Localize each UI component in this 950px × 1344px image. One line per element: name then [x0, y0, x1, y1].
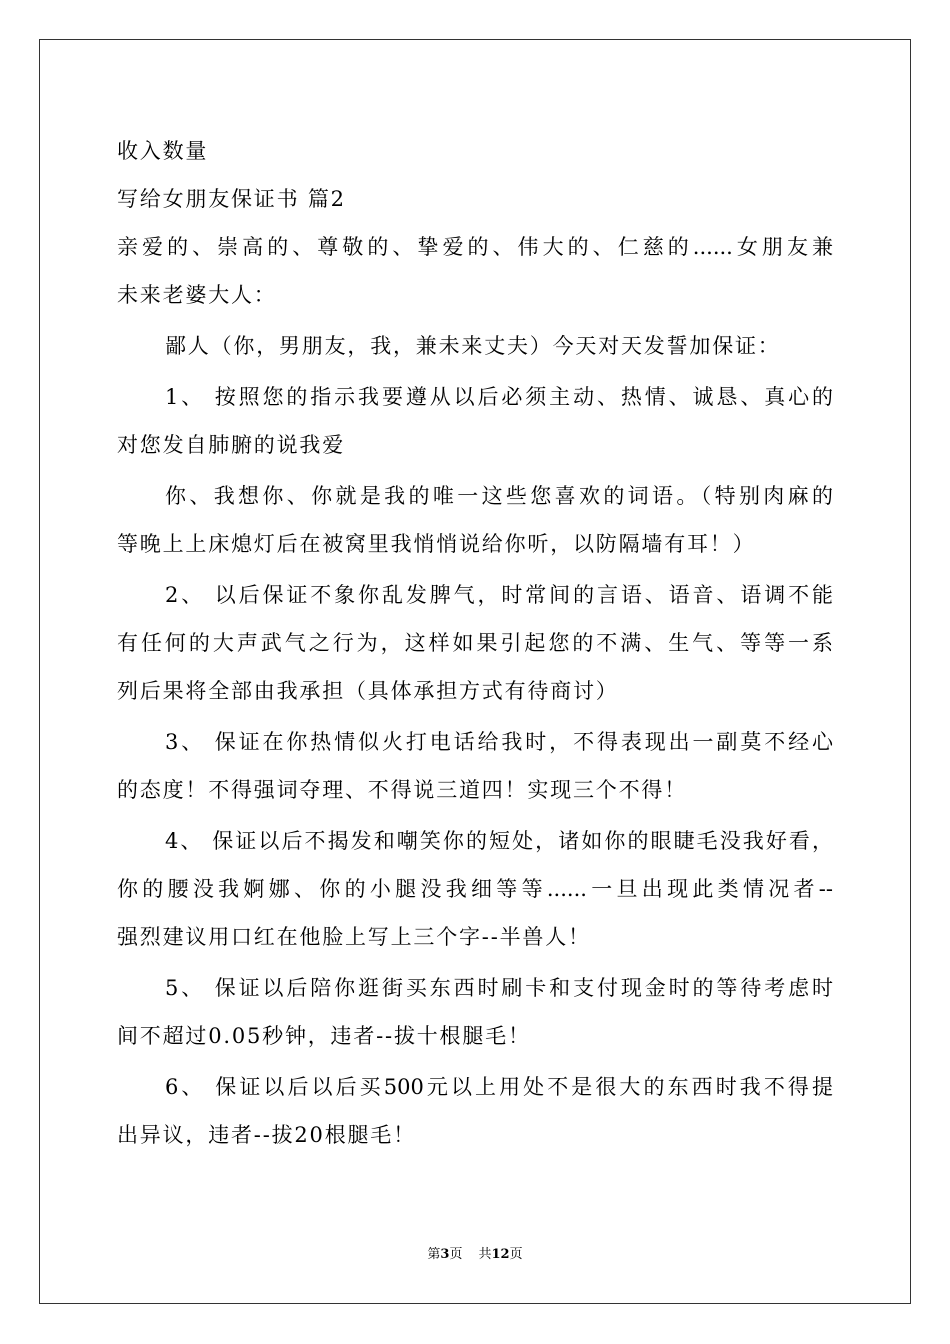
footer-page-total: 12 — [491, 1247, 510, 1262]
item-2-line-2: 有任何的大声武气之行为，这样如果引起您的不满、生气、等等一系 — [117, 631, 833, 655]
item-1-line-3: 你、我想你、你就是我的唯一这些您喜欢的词语。（特别肉麻的 — [165, 484, 833, 508]
page-footer — [0, 1245, 950, 1265]
section-heading: 写给女朋友保证书 篇2 — [117, 187, 346, 211]
document-body — [117, 127, 833, 1159]
item-5-line-1: 5、 保证以后陪你逛街买东西时刷卡和支付现金时的等待考虑时 — [165, 976, 833, 1000]
item-4-line-1: 4、 保证以后不揭发和嘲笑你的短处，诸如你的眼睫毛没我好看， — [165, 829, 833, 853]
text-line-income: 收入数量 — [117, 139, 209, 163]
salutation-line-2: 未来老婆大人： — [117, 283, 277, 307]
item-2-line-3: 列后果将全部由我承担（具体承担方式有待商讨） — [117, 679, 619, 703]
salutation-line-1: 亲爱的、崇高的、尊敬的、挚爱的、伟大的、仁慈的......女朋友兼 — [117, 235, 833, 259]
footer-page-current: 3 — [440, 1247, 450, 1262]
item-1-line-1: 1、 按照您的指示我要遵从以后必须主动、热情、诚恳、真心的 — [165, 385, 833, 409]
item-1-line-2: 对您发自肺腑的说我爱 — [117, 433, 345, 457]
item-1-line-4: 等晚上上床熄灯后在被窝里我悄悄说给你听，以防隔墙有耳！） — [117, 532, 756, 556]
footer-page-unit: 页 — [449, 1247, 463, 1262]
item-6-line-2: 出异议，违者--拔20根腿毛！ — [117, 1123, 416, 1147]
item-5-line-2: 间不超过0.05秒钟，违者--拔十根腿毛！ — [117, 1024, 531, 1048]
footer-total-prefix: 共 — [478, 1247, 492, 1262]
item-2-line-1: 2、 以后保证不象你乱发脾气，时常间的言语、语音、语调不能 — [165, 583, 833, 607]
item-4-line-3: 强烈建议用口红在他脸上写上三个字--半兽人！ — [117, 925, 591, 949]
footer-page-prefix: 第 — [427, 1247, 441, 1262]
item-3-line-2: 的态度！不得强词夺理、不得说三道四！实现三个不得！ — [117, 778, 687, 802]
footer-total-unit: 页 — [509, 1247, 523, 1262]
item-6-line-1: 6、 保证以后以后买500元以上用处不是很大的东西时我不得提 — [165, 1075, 833, 1099]
item-4-line-2: 你的腰没我婀娜、你的小腿没我细等等......一旦出现此类情况者-- — [117, 877, 833, 901]
item-3-line-1: 3、 保证在你热情似火打电话给我时，不得表现出一副莫不经心 — [165, 730, 833, 754]
oath-intro: 鄙人（你，男朋友，我，兼未来丈夫）今天对天发誓加保证： — [165, 334, 781, 358]
